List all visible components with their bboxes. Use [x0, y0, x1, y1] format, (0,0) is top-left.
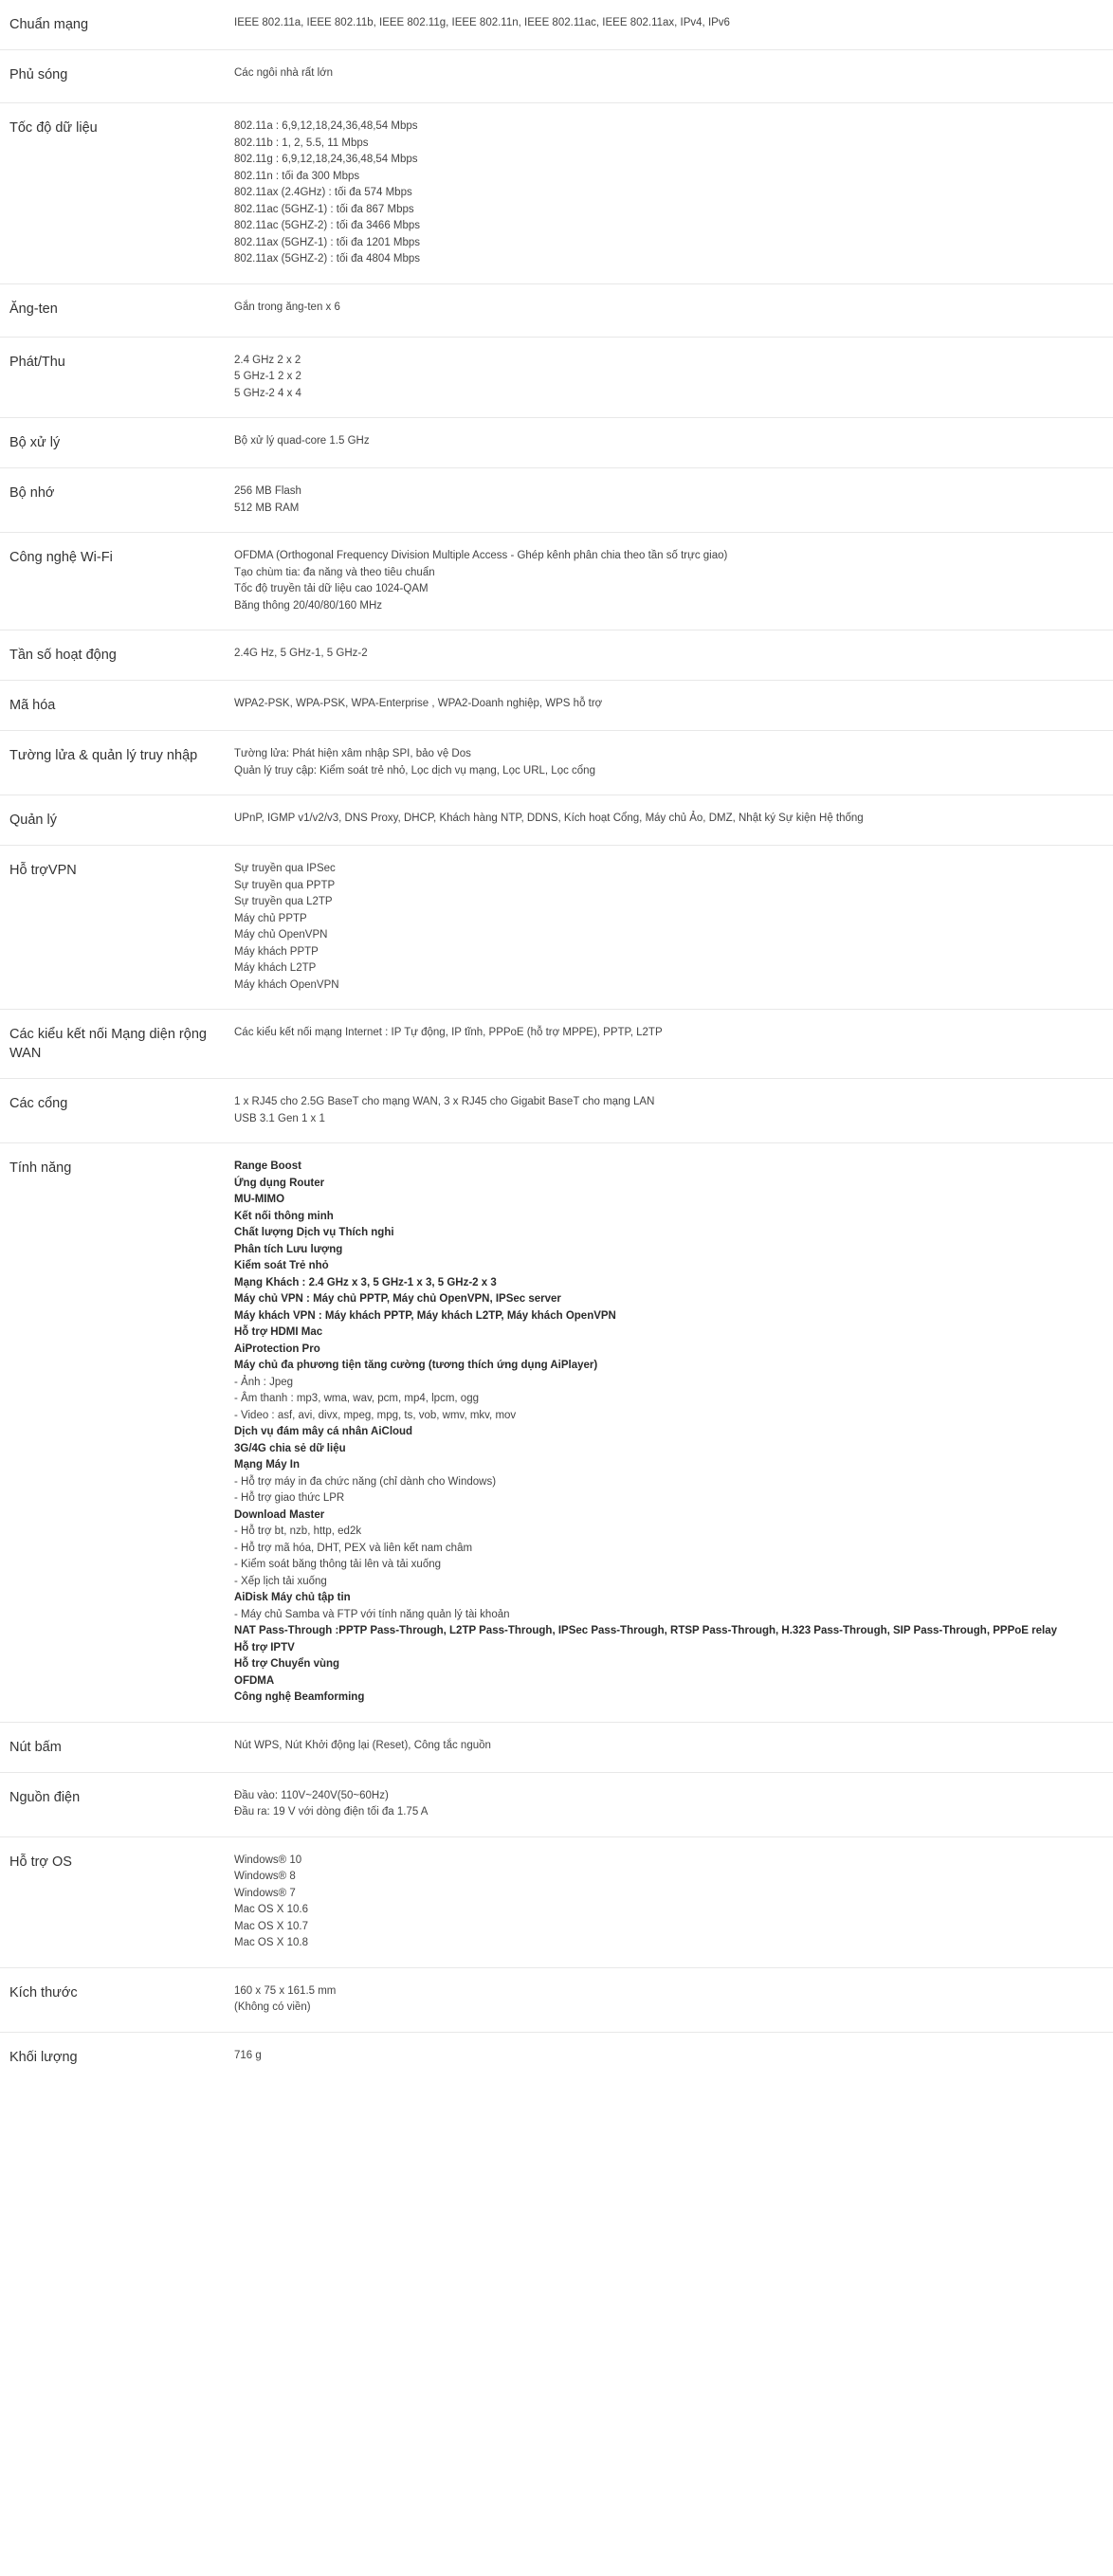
- spec-value: [234, 0, 1113, 47]
- spec-value-line: Máy khách PPTP: [234, 945, 319, 958]
- spec-label: Kích thước: [9, 1984, 78, 2001]
- spec-row: [0, 418, 1113, 468]
- spec-row: [0, 468, 1113, 533]
- spec-value-line: Máy chủ OpenVPN: [234, 929, 328, 941]
- spec-value-line: Windows® 7: [234, 1887, 296, 1899]
- spec-value-line: 802.11ac (5GHZ-2) : tối đa 3466 Mbps: [234, 220, 421, 231]
- spec-value: [234, 1723, 1113, 1770]
- spec-value-line: (Không có viền): [234, 2001, 311, 2013]
- spec-value: [234, 284, 1113, 332]
- spec-value-line: - Xếp lịch tải xuống: [234, 1575, 327, 1587]
- spec-value: [234, 1773, 1113, 1836]
- spec-value-line: Máy chủ VPN : Máy chủ PPTP, Máy chủ OpenVPN, IPSec server: [234, 1293, 561, 1305]
- spec-label: Mã hóa: [9, 698, 56, 713]
- spec-value-line: Máy chủ PPTP: [234, 912, 307, 924]
- spec-label: Tính năng: [9, 1160, 72, 1176]
- spec-label: Quản lý: [9, 813, 57, 828]
- spec-value-line: 802.11b : 1, 2, 5.5, 11 Mbps: [234, 137, 369, 149]
- spec-value-line: 160 x 75 x 161.5 mm: [234, 1984, 337, 1997]
- spec-value-line: OFDMA: [234, 1674, 275, 1687]
- spec-label: Ăng-ten: [9, 301, 58, 317]
- spec-label: Hỗ trợVPN: [9, 863, 77, 878]
- spec-value-line: Sự truyền qua PPTP: [234, 879, 336, 891]
- spec-row: [0, 533, 1113, 630]
- spec-label: Khối lượng: [9, 2049, 78, 2065]
- spec-label: Nguồn điện: [9, 1789, 81, 1805]
- spec-value-line: Đầu vào: 110V~240V(50~60Hz): [234, 1789, 389, 1801]
- spec-value: [234, 795, 1113, 843]
- spec-value-line: AiDisk Máy chủ tập tin: [234, 1592, 351, 1603]
- spec-value-line: 802.11g : 6,9,12,18,24,36,48,54 Mbps: [234, 154, 418, 165]
- spec-value-line: Tạo chùm tia: đa năng và theo tiêu chuẩn: [234, 566, 435, 578]
- spec-value-line: Các ngôi nhà rất lớn: [234, 67, 334, 79]
- spec-value-line: 802.11ac (5GHZ-1) : tối đa 867 Mbps: [234, 203, 414, 215]
- spec-value-line: - Ảnh : Jpeg: [234, 1376, 294, 1388]
- spec-value-line: Bộ xử lý quad-core 1.5 GHz: [234, 435, 370, 447]
- spec-row: [0, 846, 1113, 1010]
- spec-value: [234, 1010, 1113, 1057]
- spec-value-line: Nút WPS, Nút Khởi động lại (Reset), Công tắc nguồn: [234, 1739, 491, 1751]
- spec-value-line: 802.11a : 6,9,12,18,24,36,48,54 Mbps: [234, 120, 418, 132]
- spec-value-line: Sự truyền qua IPSec: [234, 863, 336, 874]
- spec-row: [0, 103, 1113, 284]
- spec-value-line: Tường lửa: Phát hiện xâm nhập SPI, bảo vệ Dos: [234, 748, 471, 759]
- spec-value-line: 3G/4G chia sẻ dữ liệu: [234, 1442, 346, 1454]
- spec-value-line: Mac OS X 10.6: [234, 1904, 308, 1915]
- spec-row: [0, 1837, 1113, 1968]
- spec-label: Bộ xử lý: [9, 435, 61, 450]
- spec-value-line: 802.11ax (5GHZ-2) : tối đa 4804 Mbps: [234, 253, 421, 265]
- spec-value-line: IEEE 802.11a, IEEE 802.11b, IEEE 802.11g, IEEE 802.11n, IEEE 802.11ac, IEEE 802.11ax, IPv4, IPv6: [234, 17, 730, 28]
- spec-value-line: Download Master: [234, 1508, 325, 1521]
- spec-value-line: - Hỗ trợ giao thức LPR: [234, 1492, 345, 1504]
- spec-row: [0, 681, 1113, 731]
- spec-value-line: Sự truyền qua L2TP: [234, 896, 333, 907]
- spec-value-line: Hỗ trợ HDMI Mac: [234, 1326, 323, 1338]
- spec-value: [234, 1079, 1113, 1142]
- spec-value-line: Range Boost: [234, 1160, 301, 1172]
- spec-value-line: Máy chủ đa phương tiện tăng cường (tương thích ứng dụng AiPlayer): [234, 1360, 598, 1371]
- spec-row: [0, 1079, 1113, 1143]
- spec-value-line: Ứng dụng Router: [234, 1177, 325, 1189]
- spec-label: Các cổng: [9, 1096, 68, 1111]
- spec-value-line: Băng thông 20/40/80/160 MHz: [234, 599, 383, 612]
- spec-value-line: USB 3.1 Gen 1 x 1: [234, 1112, 325, 1124]
- spec-value-line: Gắn trong ăng-ten x 6: [234, 301, 340, 313]
- spec-value-line: Đầu ra: 19 V với dòng điện tối đa 1.75 A: [234, 1806, 429, 1818]
- spec-row: [0, 0, 1113, 50]
- spec-value: [234, 50, 1113, 98]
- spec-value-line: UPnP, IGMP v1/v2/v3, DNS Proxy, DHCP, Khách hàng NTP, DDNS, Kích hoạt Cổng, Máy chủ Ảo, DMZ, Nhật ký Sự kiện Hệ thống: [234, 813, 864, 824]
- spec-value-line: AiProtection Pro: [234, 1343, 320, 1355]
- spec-value-line: 2.4 GHz 2 x 2: [234, 354, 301, 366]
- spec-value-line: Kiểm soát Trẻ nhỏ: [234, 1260, 329, 1271]
- spec-value-line: - Hỗ trợ máy in đa chức năng (chỉ dành cho Windows): [234, 1475, 497, 1488]
- spec-value: [234, 468, 1113, 532]
- spec-row: [0, 284, 1113, 338]
- spec-row: [0, 1723, 1113, 1773]
- spec-value: [234, 846, 1113, 1009]
- spec-value: [234, 630, 1113, 678]
- spec-value-line: Dịch vụ đám mây cá nhân AiCloud: [234, 1426, 413, 1437]
- spec-value-line: 1 x RJ45 cho 2.5G BaseT cho mạng WAN, 3 x RJ45 cho Gigabit BaseT cho mạng LAN: [234, 1096, 655, 1107]
- spec-value-line: Các kiểu kết nối mạng Internet : IP Tự động, IP tĩnh, PPPoE (hỗ trợ MPPE), PPTP, L2TP: [234, 1027, 663, 1038]
- spec-row: [0, 1968, 1113, 2033]
- spec-label: Chuẩn mạng: [9, 17, 89, 32]
- spec-label: Hỗ trợ OS: [9, 1854, 72, 1870]
- spec-value-line: Phân tích Lưu lượng: [234, 1243, 343, 1255]
- spec-value-line: - Máy chủ Samba và FTP với tính năng quản lý tài khoản: [234, 1608, 510, 1620]
- spec-value-line: Mac OS X 10.8: [234, 1937, 308, 1948]
- spec-value-line: - Video : asf, avi, divx, mpeg, mpg, ts, vob, wmv, mkv, mov: [234, 1409, 517, 1421]
- spec-value-line: Mac OS X 10.7: [234, 1920, 308, 1932]
- spec-value-line: Máy khách OpenVPN: [234, 978, 339, 991]
- spec-value-line: Hỗ trợ IPTV: [234, 1641, 295, 1653]
- spec-value-line: Windows® 8: [234, 1871, 296, 1882]
- spec-value-line: Máy khách L2TP: [234, 962, 317, 974]
- spec-label: Công nghệ Wi-Fi: [9, 550, 113, 565]
- spec-label: Bộ nhớ: [9, 485, 55, 501]
- spec-value-line: 802.11n : tối đa 300 Mbps: [234, 170, 360, 182]
- spec-value-line: 256 MB Flash: [234, 485, 301, 497]
- spec-label: Nút bấm: [9, 1739, 62, 1755]
- spec-value-line: Windows® 10: [234, 1854, 302, 1866]
- spec-value-line: - Hỗ trợ mã hóa, DHT, PEX và liên kết nam châm: [234, 1542, 473, 1554]
- spec-value-line: - Hỗ trợ bt, nzb, http, ed2k: [234, 1526, 362, 1537]
- spec-value: [234, 1143, 1113, 1722]
- spec-row: [0, 1010, 1113, 1079]
- spec-value-line: NAT Pass-Through :PPTP Pass-Through, L2TP Pass-Through, IPSec Pass-Through, RTSP Pass-Through, H.323 Pass-Through, SIP Pass-Through, PPPoE relay: [234, 1625, 1057, 1636]
- spec-value-line: 5 GHz-1 2 x 2: [234, 371, 301, 382]
- spec-row: [0, 50, 1113, 103]
- spec-value-line: 802.11ax (2.4GHz) : tối đa 574 Mbps: [234, 187, 412, 198]
- spec-value-line: Chất lượng Dịch vụ Thích nghi: [234, 1227, 394, 1238]
- spec-value-line: Quản lý truy cập: Kiểm soát trẻ nhỏ, Lọc dịch vụ mạng, Lọc URL, Lọc cổng: [234, 764, 595, 776]
- spec-value-line: Hỗ trợ Chuyển vùng: [234, 1658, 340, 1670]
- spec-value: [234, 681, 1113, 728]
- spec-row: [0, 2033, 1113, 2082]
- spec-row: [0, 1773, 1113, 1837]
- spec-row: [0, 630, 1113, 681]
- spec-value: [234, 533, 1113, 630]
- spec-value-line: - Kiểm soát băng thông tải lên và tải xuống: [234, 1559, 442, 1570]
- spec-value: [234, 2033, 1113, 2080]
- spec-row: [0, 795, 1113, 846]
- spec-label: Tốc độ dữ liệu: [9, 120, 98, 136]
- spec-value: [234, 1837, 1113, 1967]
- spec-value-line: Mạng Máy In: [234, 1459, 301, 1471]
- spec-row: [0, 1143, 1113, 1723]
- spec-row: [0, 338, 1113, 419]
- spec-value-line: 2.4G Hz, 5 GHz-1, 5 GHz-2: [234, 648, 368, 659]
- spec-value: [234, 338, 1113, 418]
- spec-value-line: OFDMA (Orthogonal Frequency Division Multiple Access - Ghép kênh phân chia theo tần số trực giao): [234, 550, 728, 561]
- spec-value: [234, 1968, 1113, 2032]
- spec-label: Phủ sóng: [9, 67, 68, 82]
- spec-value-line: 5 GHz-2 4 x 4: [234, 387, 301, 399]
- spec-label: Tường lửa & quản lý truy nhập: [9, 748, 198, 763]
- spec-value-line: MU-MIMO: [234, 1194, 285, 1205]
- spec-value: [234, 731, 1113, 795]
- spec-value-line: Công nghệ Beamforming: [234, 1691, 365, 1703]
- spec-value-line: WPA2-PSK, WPA-PSK, WPA-Enterprise , WPA2-Doanh nghiệp, WPS hỗ trợ: [234, 698, 603, 709]
- spec-value: [234, 418, 1113, 466]
- spec-value-line: Kết nối thông minh: [234, 1210, 334, 1222]
- spec-label: Phát/Thu: [9, 354, 65, 370]
- spec-row: [0, 731, 1113, 795]
- spec-label: Tần số hoạt động: [9, 648, 117, 663]
- spec-value-line: Mạng Khách : 2.4 GHz x 3, 5 GHz-1 x 3, 5 GHz-2 x 3: [234, 1276, 497, 1288]
- spec-value: [234, 103, 1113, 283]
- spec-label: Các kiểu kết nối Mạng diện rộng WAN: [9, 1027, 207, 1061]
- spec-value-line: 802.11ax (5GHZ-1) : tối đa 1201 Mbps: [234, 236, 421, 248]
- spec-value-line: - Âm thanh : mp3, wma, wav, pcm, mp4, lpcm, ogg: [234, 1393, 479, 1404]
- spec-value-line: 716 g: [234, 2049, 262, 2061]
- spec-value-line: Tốc độ truyền tải dữ liệu cao 1024-QAM: [234, 583, 429, 594]
- spec-value-line: Máy khách VPN : Máy khách PPTP, Máy khách L2TP, Máy khách OpenVPN: [234, 1309, 616, 1322]
- spec-value-line: 512 MB RAM: [234, 502, 300, 514]
